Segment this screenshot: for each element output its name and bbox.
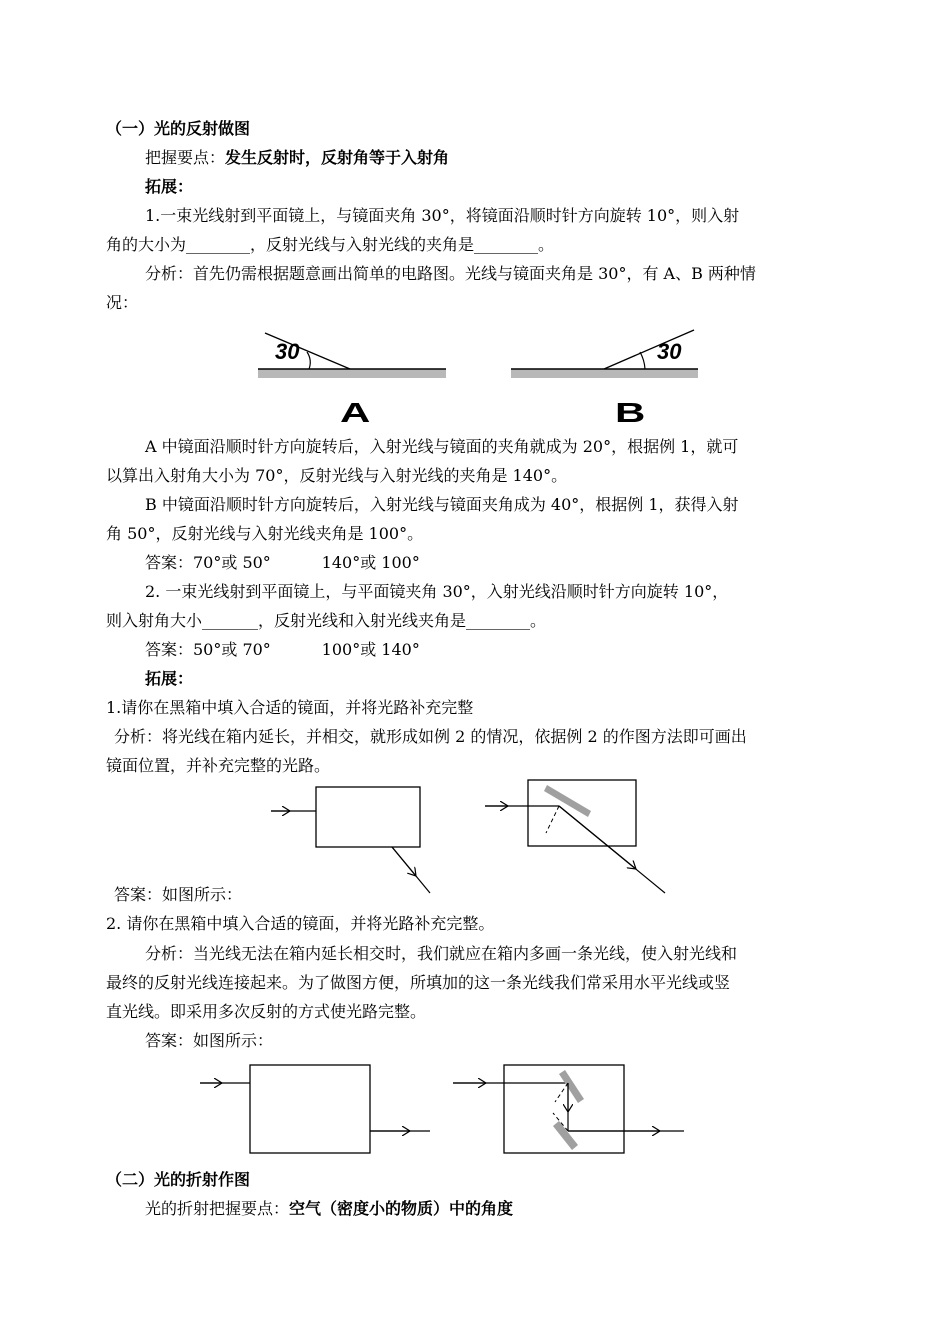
angle-label-a: 30 — [275, 339, 300, 364]
ext-answer-2: 答案：如图所示： — [145, 1031, 274, 1050]
figure-label-b: B — [615, 397, 646, 428]
refraction-key-text: 空气（密度小的物质）中的角度 — [289, 1199, 514, 1218]
case-b-line-1: B 中镜面沿顺时针方向旋转后，入射光线与镜面夹角成为 40°，根据例 1，获得入射 — [145, 495, 739, 514]
ext-analysis-1-line-2: 镜面位置，并补充完整的光路。 — [106, 756, 331, 775]
ext-analysis-1-line-1: 分析：将光线在箱内延长，并相交，就形成如例 2 的情况，依据例 2 的作图方法即可画出 — [114, 727, 747, 746]
answer-1: 答案：70°或 50° 140°或 100° — [145, 553, 420, 572]
question-1-line-1: 1.一束光线射到平面镜上，与镜面夹角 30°，将镜面沿顺时针方向旋转 10°，则入射 — [145, 206, 740, 225]
extension-label-2: 拓展： — [145, 669, 194, 688]
question-1-line-2: 角的大小为________，反射光线与入射光线的夹角是________。 — [106, 235, 555, 254]
answer-2: 答案：50°或 70° 100°或 140° — [145, 640, 420, 659]
ext-analysis-2-line-1: 分析：当光线无法在箱内延长相交时，我们就应在箱内多画一条光线，使入射光线和 — [145, 944, 738, 963]
question-2-line-1: 2. 一束光线射到平面镜上，与平面镜夹角 30°，入射光线沿顺时针方向旋转 10°， — [145, 582, 729, 601]
case-a-line-1: A 中镜面沿顺时针方向旋转后，入射光线与镜面的夹角就成为 20°，根据例 1，就可 — [145, 437, 739, 456]
key-point-label: 把握要点： — [145, 148, 226, 167]
refraction-key-label: 光的折射把握要点： — [145, 1199, 290, 1218]
ext-analysis-2-line-2: 最终的反射光线连接起来。为了做图方便，所填加的这一条光线我们常采用水平光线或竖 — [106, 973, 731, 992]
mirror-2-bottom — [553, 1121, 578, 1150]
section-heading-refraction: （二）光的折射作图 — [106, 1170, 251, 1189]
case-b-line-2: 角 50°，反射光线与入射光线夹角是 100°。 — [106, 524, 424, 543]
key-point-text: 发生反射时，反射角等于入射角 — [225, 148, 450, 167]
question-2-line-2: 则入射角大小_______，反射光线和入射光线夹角是________。 — [106, 611, 547, 630]
ext-question-1: 1.请你在黑箱中填入合适的镜面，并将光路补充完整 — [106, 698, 474, 717]
angle-label-b: 30 — [657, 339, 682, 364]
ext-question-2: 2. 请你在黑箱中填入合适的镜面，并将光路补充完整。 — [106, 914, 495, 933]
ext-analysis-2-line-3: 直光线。即采用多次反射的方式使光路完整。 — [106, 1002, 427, 1021]
black-box-2-question — [250, 1065, 370, 1153]
section-heading-reflection: （一）光的反射做图 — [106, 119, 251, 138]
mirror-2-top — [559, 1070, 584, 1103]
extension-label: 拓展： — [145, 177, 194, 196]
analysis-1-line-2: 况： — [106, 293, 139, 312]
analysis-1-line-1: 分析：首先仍需根据题意画出简单的电路图。光线与镜面夹角是 30°，有 A、B 两种情 — [145, 264, 756, 283]
refraction-key-line — [145, 1198, 513, 1220]
ext-answer-1: 答案：如图所示： — [114, 885, 243, 904]
case-a-line-2: 以算出入射角大小为 70°，反射光线与入射光线的夹角是 140°。 — [106, 466, 568, 485]
figure-label-a: A — [340, 397, 371, 428]
